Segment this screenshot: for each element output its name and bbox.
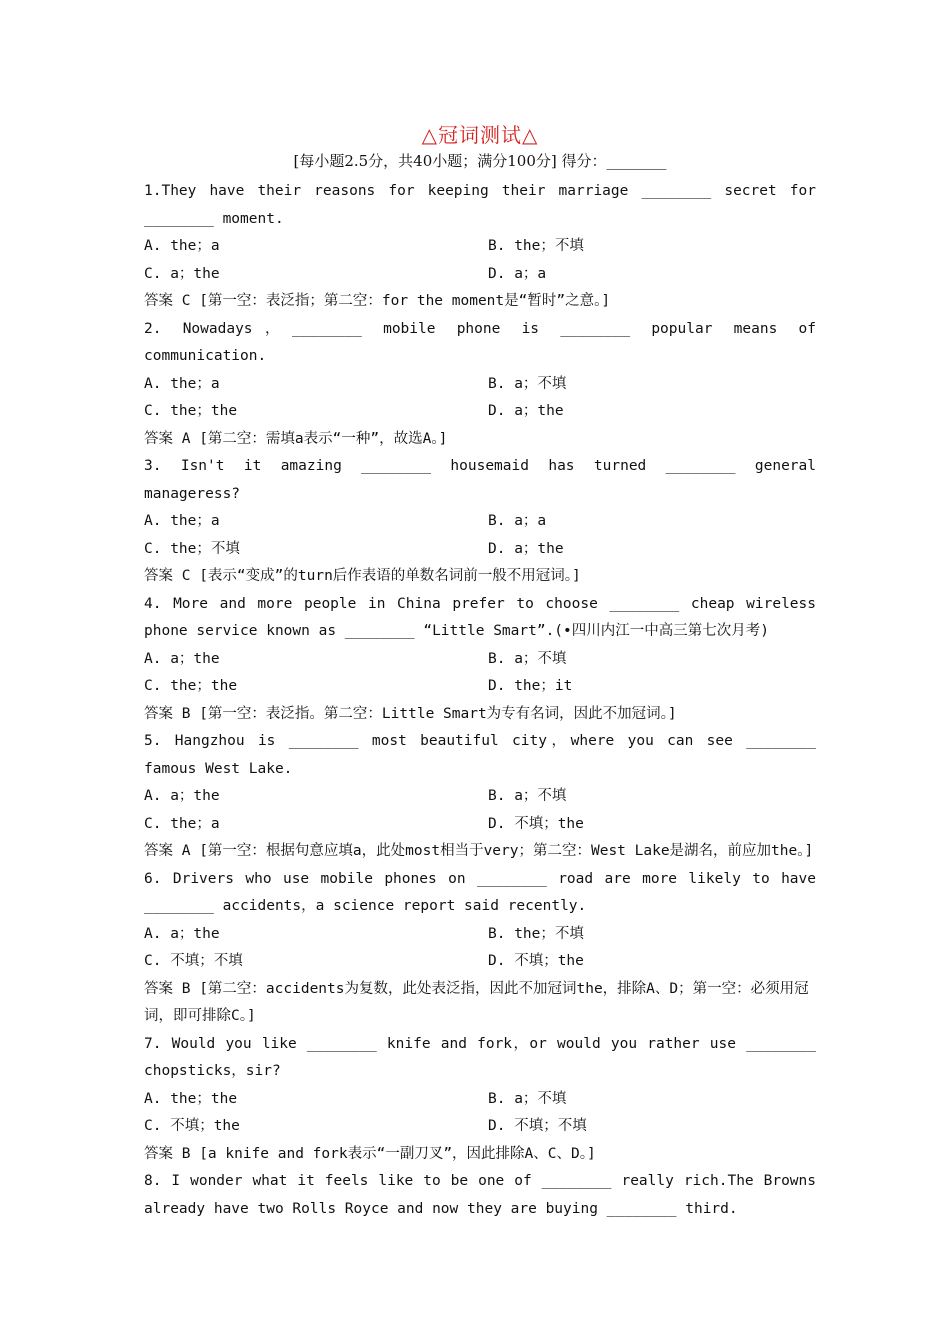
option-c: C. the；the — [144, 678, 238, 694]
option-d: D. 不填；不填 — [488, 1118, 587, 1134]
question-text: 2. Nowadays，________ mobile phone is ________ popular means of communication. — [144, 320, 816, 364]
options — [144, 233, 816, 288]
score-info: [每小题2.5分，共40小题；满分100分] 得分：________ — [293, 152, 667, 170]
option-b: B. the；不填 — [488, 238, 584, 254]
option-d: D. a；a — [488, 265, 547, 282]
options — [144, 508, 816, 563]
answer-explanation: 答案 B [第一空：表泛指。第二空：Little Smart为专有名词，因此不加冠词。] — [144, 705, 677, 722]
answer-explanation: 答案 A [第二空：需填a表示“一种”，故选A。] — [144, 430, 448, 447]
option-b: B. a；不填 — [488, 375, 567, 392]
option-a: A. the；a — [144, 513, 220, 529]
option-c: C. the；the — [144, 403, 238, 419]
question-6 — [144, 866, 816, 1031]
option-d: D. the；it — [488, 678, 573, 694]
answer-explanation: 答案 C [第一空：表泛指；第二空：for the moment是“暂时”之意。] — [144, 293, 611, 309]
question-text: 5. Hangzhou is ________ most beautiful city，where you can see ________ famous West Lake. — [144, 733, 816, 777]
option-c: C. a；the — [144, 265, 220, 282]
option-b: B. the；不填 — [488, 925, 584, 942]
option-a: A. a；the — [144, 925, 220, 942]
options — [144, 646, 816, 701]
option-c: C. 不填；the — [144, 1118, 240, 1134]
question-text: 8. I wonder what it feels like to be one of ________ really rich.The Browns already have two Rolls Royce and now they are buying ________ third. — [144, 1173, 816, 1217]
options — [144, 783, 816, 838]
option-d: D. a；the — [488, 540, 564, 557]
answer-explanation: 答案 A [第一空：根据句意应填a，此处most相当于very；第二空：West Lake是湖名，前应加the。] — [144, 843, 814, 859]
option-b: B. a；不填 — [488, 650, 567, 667]
option-a: A. the；a — [144, 375, 220, 392]
question-text: 1.They have their reasons for keeping their marriage ________ secret for ________ moment. — [144, 183, 816, 227]
page-title: △冠词测试△ — [421, 123, 539, 147]
question-text: 6. Drivers who use mobile phones on ________ road are more likely to have ________ accidents，a science report said recently. — [144, 870, 816, 914]
question-8 — [144, 1168, 816, 1223]
option-a: A. a；the — [144, 788, 220, 804]
document-body — [144, 122, 816, 1223]
answer-explanation: 答案 C [表示“变成”的turn后作表语的单数名词前一般不用冠词。] — [144, 568, 581, 584]
options — [144, 371, 816, 426]
option-d: D. 不填；the — [488, 953, 584, 969]
option-b: B. a；不填 — [488, 1090, 567, 1107]
option-a: A. the；a — [144, 238, 220, 254]
option-b: B. a；a — [488, 513, 547, 529]
options — [144, 1086, 816, 1141]
option-b: B. a；不填 — [488, 788, 567, 804]
question-1 — [144, 178, 816, 316]
question-text: 3. Isn't it amazing ________ housemaid has turned ________ general manageress? — [144, 458, 816, 502]
option-c: C. the；a — [144, 815, 220, 832]
question-7 — [144, 1031, 816, 1169]
question-4 — [144, 591, 816, 729]
option-c: C. the；不填 — [144, 540, 240, 557]
answer-explanation: 答案 B [第二空：accidents为复数，此处表泛指，因此不加冠词the，排除A、D；第一空：必须用冠词，即可排除C。] — [144, 980, 809, 1024]
question-list — [144, 178, 816, 1223]
answer-explanation: 答案 B [a knife and fork表示“一副刀叉”，因此排除A、C、D。] — [144, 1145, 596, 1162]
question-5 — [144, 728, 816, 866]
options — [144, 921, 816, 976]
option-d: D. a；the — [488, 403, 564, 419]
option-a: A. the；the — [144, 1090, 238, 1107]
question-3 — [144, 453, 816, 591]
question-text: 7. Would you like ________ knife and fork，or would you rather use ________ chopsticks，sir? — [144, 1035, 816, 1079]
question-text: 4. More and more people in China prefer to choose ________ cheap wireless phone service known as ________ “Little Smart”.(•四川内江一中高三第七次月考) — [144, 595, 816, 639]
option-a: A. a；the — [144, 650, 220, 667]
option-c: C. 不填；不填 — [144, 953, 243, 969]
question-2 — [144, 316, 816, 454]
option-d: D. 不填；the — [488, 815, 584, 832]
